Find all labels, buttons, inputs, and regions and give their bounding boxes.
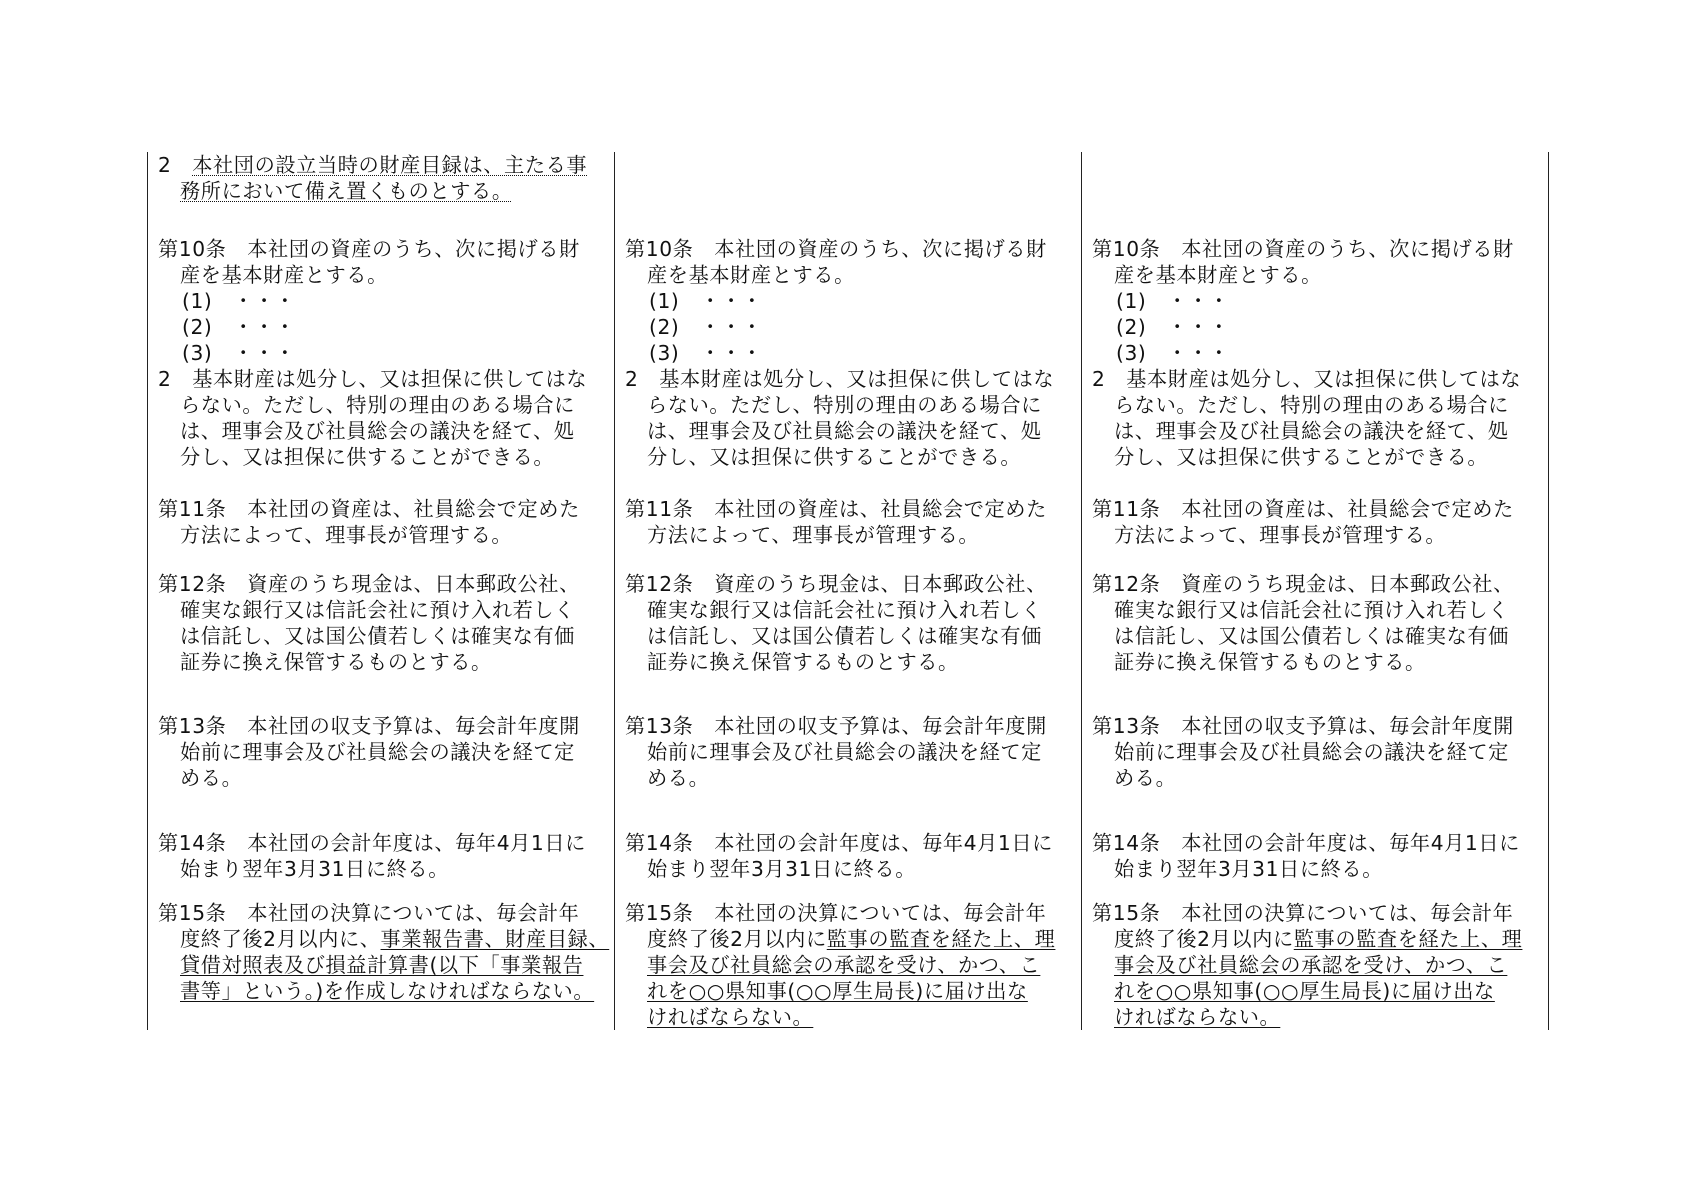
text-run: 2 <box>158 153 193 177</box>
underlined-text: 監事の監査を経た上、理 <box>826 927 1056 951</box>
article-heading-line: 第10条 本社団の資産のうち、次に掲げる財 <box>1092 237 1514 261</box>
underlined-text: ければならない。 <box>1114 1005 1281 1029</box>
paragraph-line: 分し、又は担保に供することができる。 <box>647 445 1022 469</box>
paragraph-line: 分し、又は担保に供することができる。 <box>1114 445 1489 469</box>
column-rule <box>1081 152 1082 1030</box>
paragraph-line: らない。ただし、特別の理由のある場合に <box>180 393 575 417</box>
underlined-text: 貸借対照表及び損益計算書(以下「事業報告 <box>180 953 584 977</box>
article-line: 確実な銀行又は信託会社に預け入れ若しく <box>1114 598 1509 622</box>
underlined-text: 事業報告書、財産目録、 <box>380 927 610 951</box>
article-line: める。 <box>1114 766 1177 790</box>
list-item: (1) ・・・ <box>1116 289 1230 313</box>
article-line: は信託し、又は国公債若しくは確実な有価 <box>1114 624 1509 648</box>
column-rule <box>1548 152 1549 1030</box>
article-line: 証券に換え保管するものとする。 <box>180 650 492 674</box>
paragraph-line: 分し、又は担保に供することができる。 <box>180 445 555 469</box>
article-line: める。 <box>180 766 243 790</box>
list-item: (1) ・・・ <box>649 289 763 313</box>
article-heading-line: 第13条 本社団の収支予算は、毎会計年度開 <box>1092 714 1514 738</box>
article-line: 確実な銀行又は信託会社に預け入れ若しく <box>180 598 575 622</box>
article-line: 始まり翌年3月31日に終る。 <box>180 857 449 881</box>
list-item: (2) ・・・ <box>649 315 763 339</box>
article-line: 方法によって、理事長が管理する。 <box>1114 523 1447 547</box>
article-heading-line: 第14条 本社団の会計年度は、毎年4月1日に <box>158 831 586 855</box>
article-line <box>1114 952 1507 978</box>
paragraph-line: は、理事会及び社員総会の議決を経て、処 <box>647 419 1042 443</box>
article-line: 始まり翌年3月31日に終る。 <box>647 857 916 881</box>
article-heading-line: 第11条 本社団の資産は、社員総会で定めた <box>158 497 580 521</box>
list-item: (3) ・・・ <box>182 341 296 365</box>
article-line <box>180 926 609 952</box>
underlined-text: 監事の監査を経た上、理 <box>1293 927 1523 951</box>
list-item: (2) ・・・ <box>1116 315 1230 339</box>
article-heading-line: 第11条 本社団の資産は、社員総会で定めた <box>1092 497 1514 521</box>
underlined-text: ければならない。 <box>647 1005 814 1029</box>
underlined-text: れを○○県知事(○○厚生局長)に届け出な <box>1114 979 1495 1003</box>
article-heading-line: 第12条 資産のうち現金は、日本郵政公社、 <box>1092 572 1514 596</box>
article-line: 確実な銀行又は信託会社に預け入れ若しく <box>647 598 1042 622</box>
article-line: 産を基本財産とする。 <box>647 263 855 287</box>
paragraph-line: は、理事会及び社員総会の議決を経て、処 <box>1114 419 1509 443</box>
article-line: 証券に換え保管するものとする。 <box>647 650 959 674</box>
article-line <box>647 952 1040 978</box>
article-heading-line <box>158 900 579 926</box>
underlined-text: 事会及び社員総会の承認を受け、かつ、こ <box>647 953 1041 977</box>
article-line <box>180 178 513 204</box>
article-line: 方法によって、理事長が管理する。 <box>180 523 513 547</box>
underlined-text: れを○○県知事(○○厚生局長)に届け出な <box>647 979 1028 1003</box>
list-item: (2) ・・・ <box>182 315 296 339</box>
article-line: 始前に理事会及び社員総会の議決を経て定 <box>180 740 575 764</box>
article-line <box>158 152 587 178</box>
text-run: 第15条 本社団の決算については、毎会計年 <box>158 901 580 925</box>
paragraph-line: は、理事会及び社員総会の議決を経て、処 <box>180 419 575 443</box>
paragraph-line: 2 基本財産は処分し、又は担保に供してはな <box>158 367 588 391</box>
article-heading-line: 第13条 本社団の収支予算は、毎会計年度開 <box>625 714 1047 738</box>
article-line <box>1114 978 1495 1004</box>
article-heading-line: 第13条 本社団の収支予算は、毎会計年度開 <box>158 714 580 738</box>
text-run: 度終了後2月以内に <box>1114 927 1294 951</box>
article-line: 始前に理事会及び社員総会の議決を経て定 <box>1114 740 1509 764</box>
article-heading-line: 第14条 本社団の会計年度は、毎年4月1日に <box>1092 831 1520 855</box>
article-line: は信託し、又は国公債若しくは確実な有価 <box>647 624 1042 648</box>
article-line: 方法によって、理事長が管理する。 <box>647 523 980 547</box>
article-line: める。 <box>647 766 710 790</box>
article-line <box>180 952 583 978</box>
article-heading-line: 第12条 資産のうち現金は、日本郵政公社、 <box>158 572 580 596</box>
article-line <box>647 978 1028 1004</box>
article-heading-line: 第12条 資産のうち現金は、日本郵政公社、 <box>625 572 1047 596</box>
text-run: 度終了後2月以内に <box>647 927 827 951</box>
article-line <box>1114 1004 1280 1030</box>
text-run: 第15条 本社団の決算については、毎会計年 <box>1092 901 1514 925</box>
list-item: (3) ・・・ <box>1116 341 1230 365</box>
list-item: (1) ・・・ <box>182 289 296 313</box>
column-rule <box>147 152 148 1030</box>
article-heading-line: 第11条 本社団の資産は、社員総会で定めた <box>625 497 1047 521</box>
article-line: 始前に理事会及び社員総会の議決を経て定 <box>647 740 1042 764</box>
dotted-underlined-text: 本社団の設立当時の財産目録は、主たる事 <box>192 153 588 177</box>
text-run: 度終了後2月以内に、 <box>180 927 381 951</box>
text-run: 第15条 本社団の決算については、毎会計年 <box>625 901 1047 925</box>
underlined-text: 書等」という。)を作成しなければならない。 <box>180 979 595 1003</box>
paragraph-line: らない。ただし、特別の理由のある場合に <box>647 393 1042 417</box>
article-heading-line: 第14条 本社団の会計年度は、毎年4月1日に <box>625 831 1053 855</box>
article-line: は信託し、又は国公債若しくは確実な有価 <box>180 624 575 648</box>
paragraph-line: 2 基本財産は処分し、又は担保に供してはな <box>625 367 1055 391</box>
list-item: (3) ・・・ <box>649 341 763 365</box>
article-line: 始まり翌年3月31日に終る。 <box>1114 857 1383 881</box>
article-line <box>180 978 594 1004</box>
underlined-text: 事会及び社員総会の承認を受け、かつ、こ <box>1114 953 1508 977</box>
dotted-underlined-text: 務所において備え置くものとする。 <box>180 179 513 203</box>
article-line: 産を基本財産とする。 <box>180 263 388 287</box>
article-heading-line <box>625 900 1046 926</box>
article-heading-line: 第10条 本社団の資産のうち、次に掲げる財 <box>625 237 1047 261</box>
paragraph-line: らない。ただし、特別の理由のある場合に <box>1114 393 1509 417</box>
column-rule <box>614 152 615 1030</box>
article-line: 証券に換え保管するものとする。 <box>1114 650 1426 674</box>
paragraph-line: 2 基本財産は処分し、又は担保に供してはな <box>1092 367 1522 391</box>
article-line <box>647 926 1055 952</box>
article-heading-line: 第10条 本社団の資産のうち、次に掲げる財 <box>158 237 580 261</box>
article-line <box>647 1004 813 1030</box>
article-heading-line <box>1092 900 1513 926</box>
article-line: 産を基本財産とする。 <box>1114 263 1322 287</box>
article-line <box>1114 926 1522 952</box>
